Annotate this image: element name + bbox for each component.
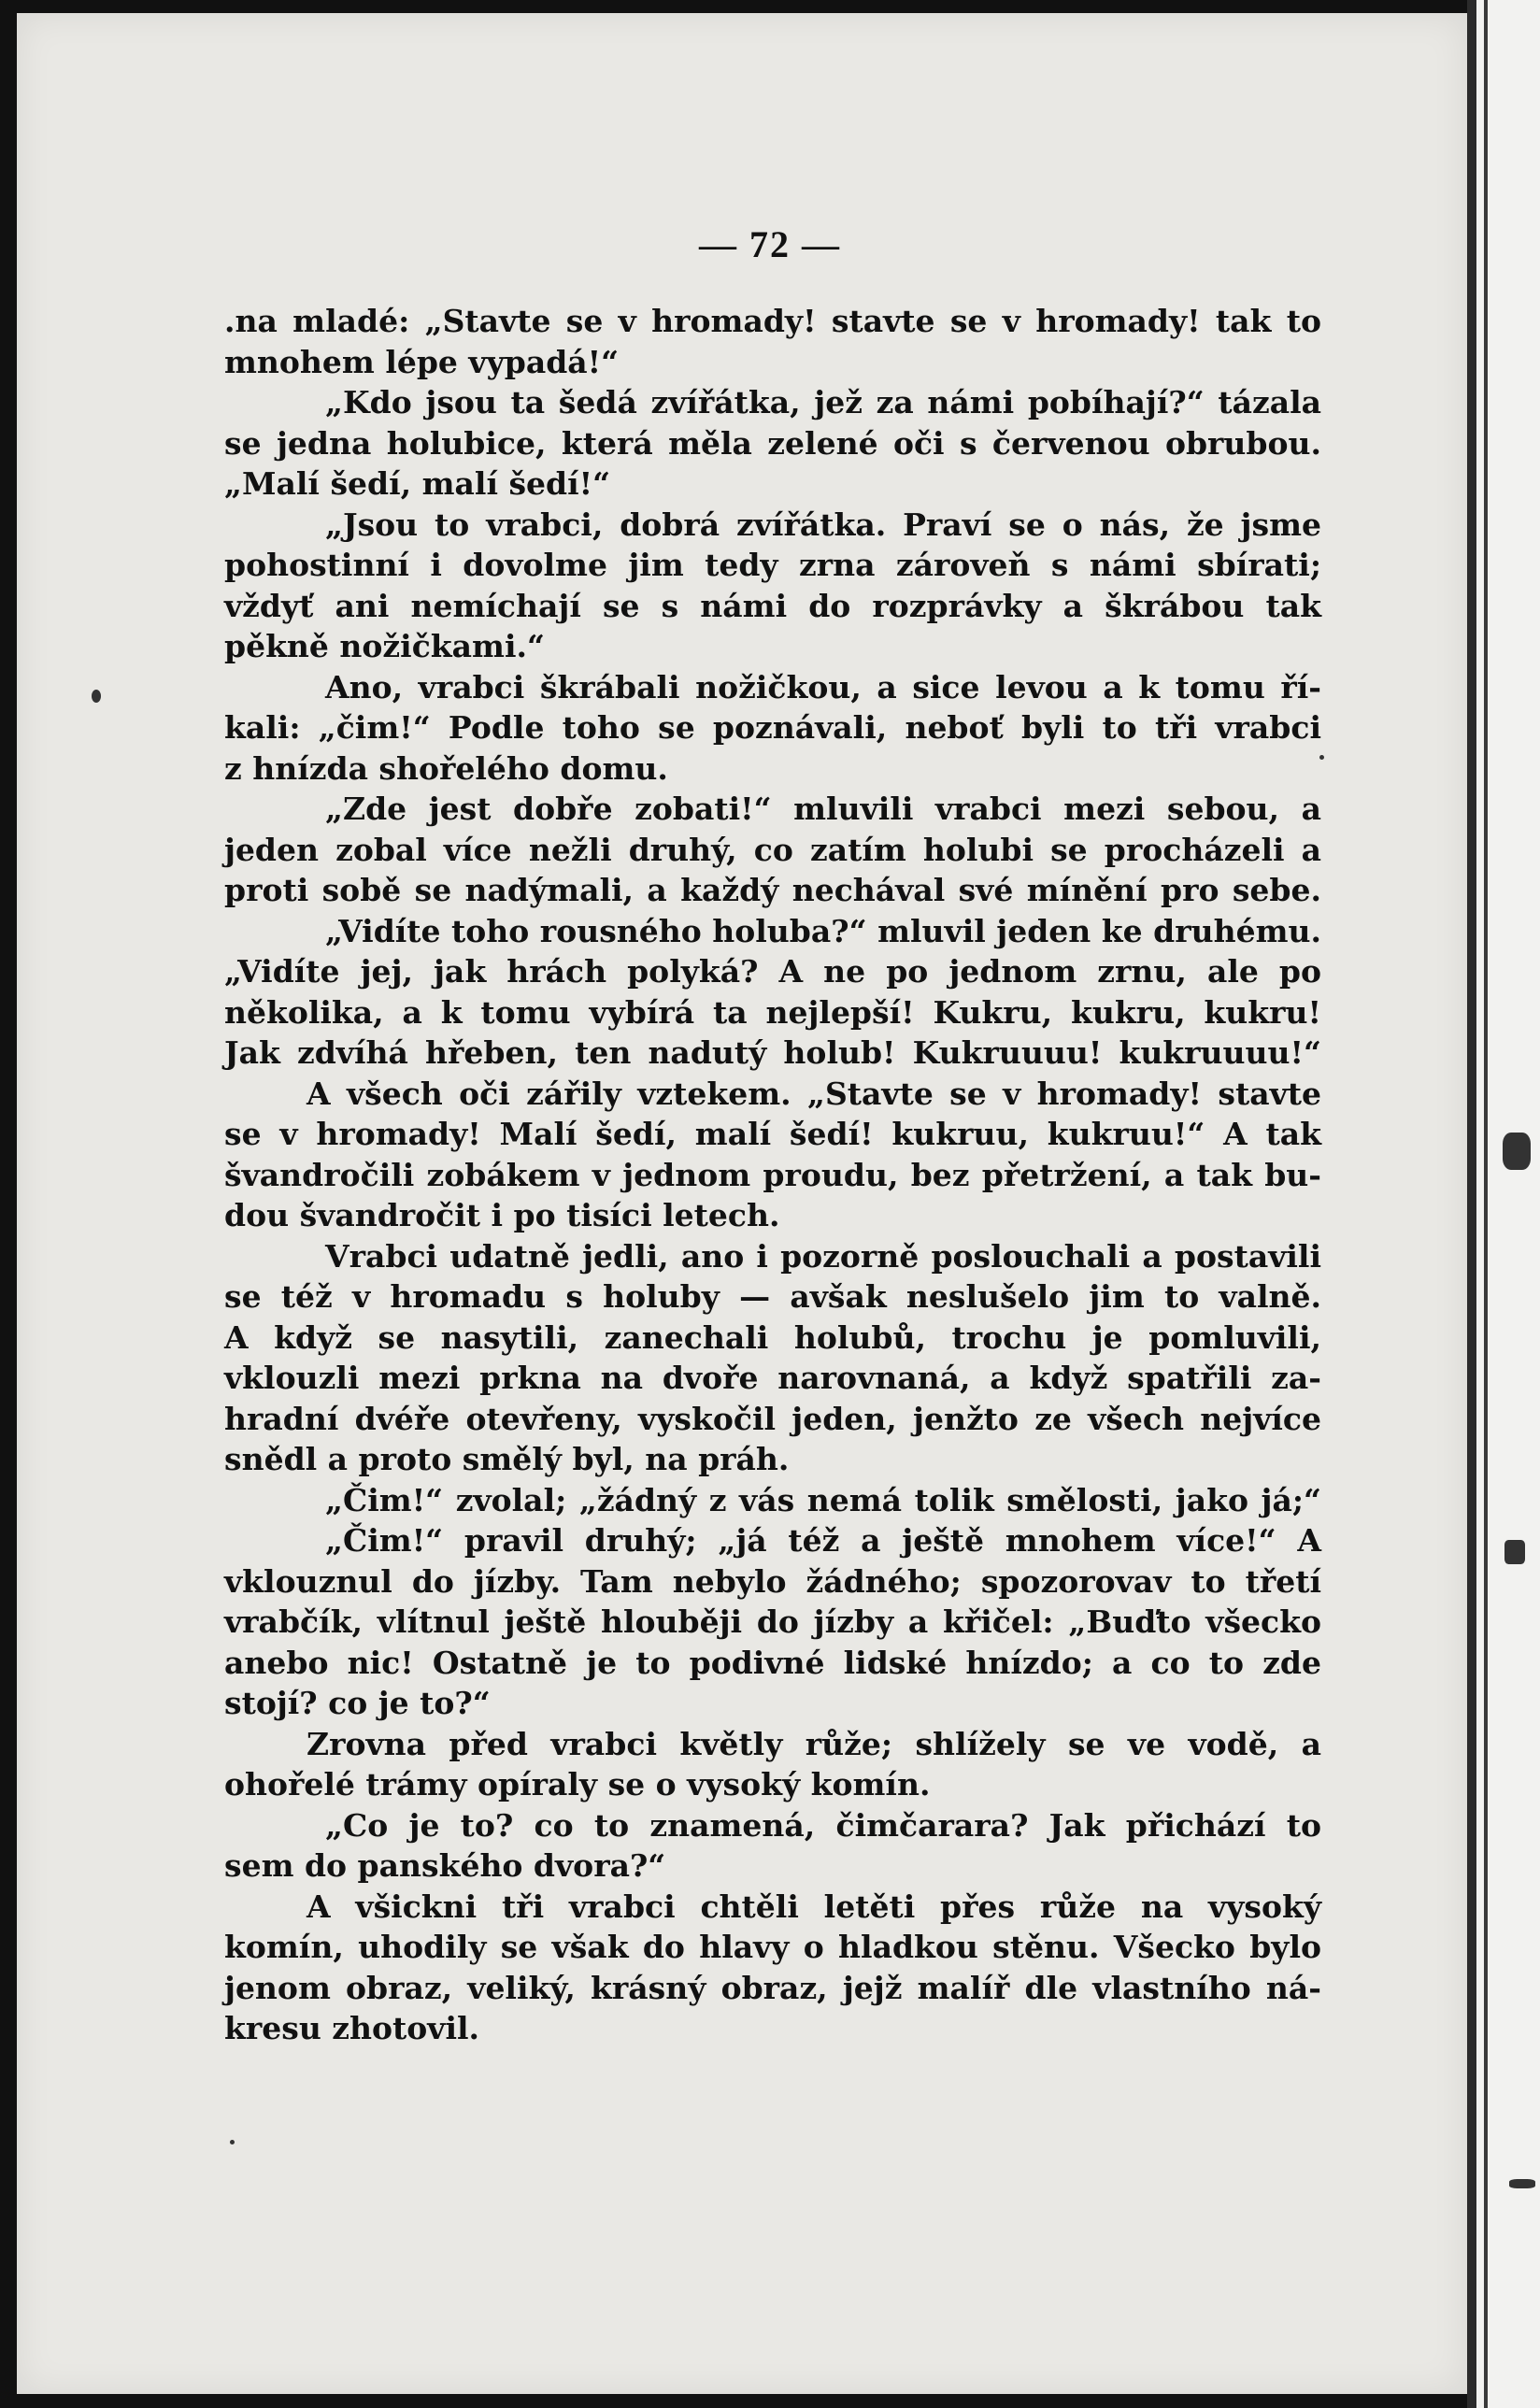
book-spine-shadow: [1467, 0, 1476, 2408]
text-line: vrabčík, vlítnul ještě hlouběji do jízby a křičel: „Buďto všecko: [224, 1603, 1321, 1640]
right-page-edge: [1467, 0, 1540, 2408]
text-line: „Vidíte jej, jak hrách polyká? A ne po jednom zrnu, ale po: [224, 953, 1321, 990]
text-line: anebo nic! Ostatně je to podivné lidské hnízdo; a co to zde: [224, 1644, 1321, 1681]
ink-speck: [230, 2140, 235, 2144]
book-spine-gap: [1484, 0, 1488, 2408]
text-line: kali: „čim!“ Podle toho se poznávali, neboť byli to tři vrabci: [224, 709, 1321, 746]
text-line: pěkně nožičkami.“: [224, 628, 545, 664]
text-line: komín, uhodily se však do hlavy o hladkou stěnu. Všecko bylo: [224, 1929, 1321, 1965]
text-line: ohořelé trámy opíraly se o vysoký komín.: [224, 1766, 931, 1802]
page-number: — 72 —: [699, 223, 841, 265]
text-line: „Zde jest dobře zobati!“ mluvili vrabci mezi sebou, a: [325, 791, 1321, 827]
text-line: z hnízda shořelého domu.: [224, 749, 668, 787]
text-line: „Vidíte toho rousného holuba?“ mluvil jeden ke druhému.: [325, 912, 1321, 949]
text-line: „Co je to? co to znamená, čimčarara? Jak přichází to: [325, 1806, 1321, 1844]
ink-speck: [1319, 755, 1324, 760]
ink-speck: [1503, 1133, 1531, 1170]
text-line: dou švandročit i po tisíci letech.: [224, 1197, 780, 1233]
text-line: .na mladé: „Stavte se v hromady! stavte se v hromady! tak to: [224, 303, 1321, 339]
text-line: jeden zobal více nežli druhý, co zatím holubi se procházeli a: [224, 831, 1321, 868]
text-line: vklouznul do jízby. Tam nebylo žádného; spozorovav to třetí: [224, 1562, 1321, 1600]
text-line: Vrabci udatně jedli, ano i pozorně poslouchali a postavili: [325, 1237, 1321, 1275]
text-line: Ano, vrabci škrábali nožičkou, a sice levou a k tomu ří-: [325, 668, 1321, 705]
ink-speck: [1504, 1540, 1525, 1564]
text-line: hradní dvéře otevřeny, vyskočil jeden, jenžto ze všech nejvíce: [224, 1400, 1321, 1437]
text-line: jenom obraz, veliký, krásný obraz, jejž malíř dle vlastního ná-: [224, 1969, 1321, 2006]
text-line: pohostinní i dovolme jim tedy zrna zároveň s námi sbírati;: [224, 547, 1321, 583]
text-line: se též v hromadu s holuby — avšak neslušelo jim to valně.: [224, 1278, 1321, 1315]
text-line: proti sobě se nadýmali, a každý nechával své mínění pro sebe.: [224, 872, 1321, 908]
text-line: A když se nasytili, zanechali holubů, trochu je pomluvili,: [224, 1318, 1321, 1356]
text-line: snědl a proto smělý byl, na práh.: [224, 1441, 790, 1477]
text-line: švandročili zobákem v jednom proudu, bez přetržení, a tak bu-: [224, 1156, 1321, 1193]
text-line: A všickni tři vrabci chtěli letěti přes růže na vysoký: [307, 1888, 1321, 1925]
text-line: se v hromady! Malí šedí, malí šedí! kukruu, kukruu!“ A tak: [224, 1116, 1321, 1152]
text-line: „Čim!“ pravil druhý; „já též a ještě mnohem více!“ A: [325, 1522, 1321, 1559]
text-line: vklouzli mezi prkna na dvoře narovnaná, a když spatřili za-: [224, 1360, 1321, 1396]
ink-speck: [1509, 2179, 1535, 2188]
text-line: A všech oči zářily vztekem. „Stavte se v hromady! stavte: [307, 1075, 1321, 1112]
text-line: mnohem lépe vypadá!“: [224, 343, 620, 380]
text-line: „Malí šedí, malí šedí!“: [224, 465, 611, 502]
text-line: Jak zdvíhá hřeben, ten nadutý holub! Kukruuuu! kukruuuu!“: [224, 1034, 1321, 1071]
text-line: vždyť ani nemíchají se s námi do rozprávky a škrábou tak: [224, 587, 1321, 624]
text-line: se jedna holubice, která měla zelené oči s červenou obrubou.: [224, 424, 1321, 462]
text-line: několika, a k tomu vybírá ta nejlepší! Kukru, kukru, kukru!: [224, 993, 1321, 1031]
text-line: „Kdo jsou ta šedá zvířátka, jež za námi pobíhají?“ tázala: [325, 384, 1321, 420]
text-line: kresu zhotovil.: [224, 2010, 480, 2046]
text-line: stojí? co je to?“: [224, 1685, 491, 1721]
text-line: sem do panského dvora?“: [224, 1847, 666, 1884]
text-line: „Čim!“ zvolal; „žádný z vás nemá tolik smělosti, jako já;“: [325, 1481, 1321, 1518]
text-line: Zrovna před vrabci květly růže; shlížely se ve vodě, a: [307, 1725, 1321, 1762]
ink-speck: [92, 690, 101, 703]
body-text: [224, 301, 1321, 2049]
text-line: „Jsou to vrabci, dobrá zvířátka. Praví se o nás, že jsme: [325, 506, 1321, 543]
